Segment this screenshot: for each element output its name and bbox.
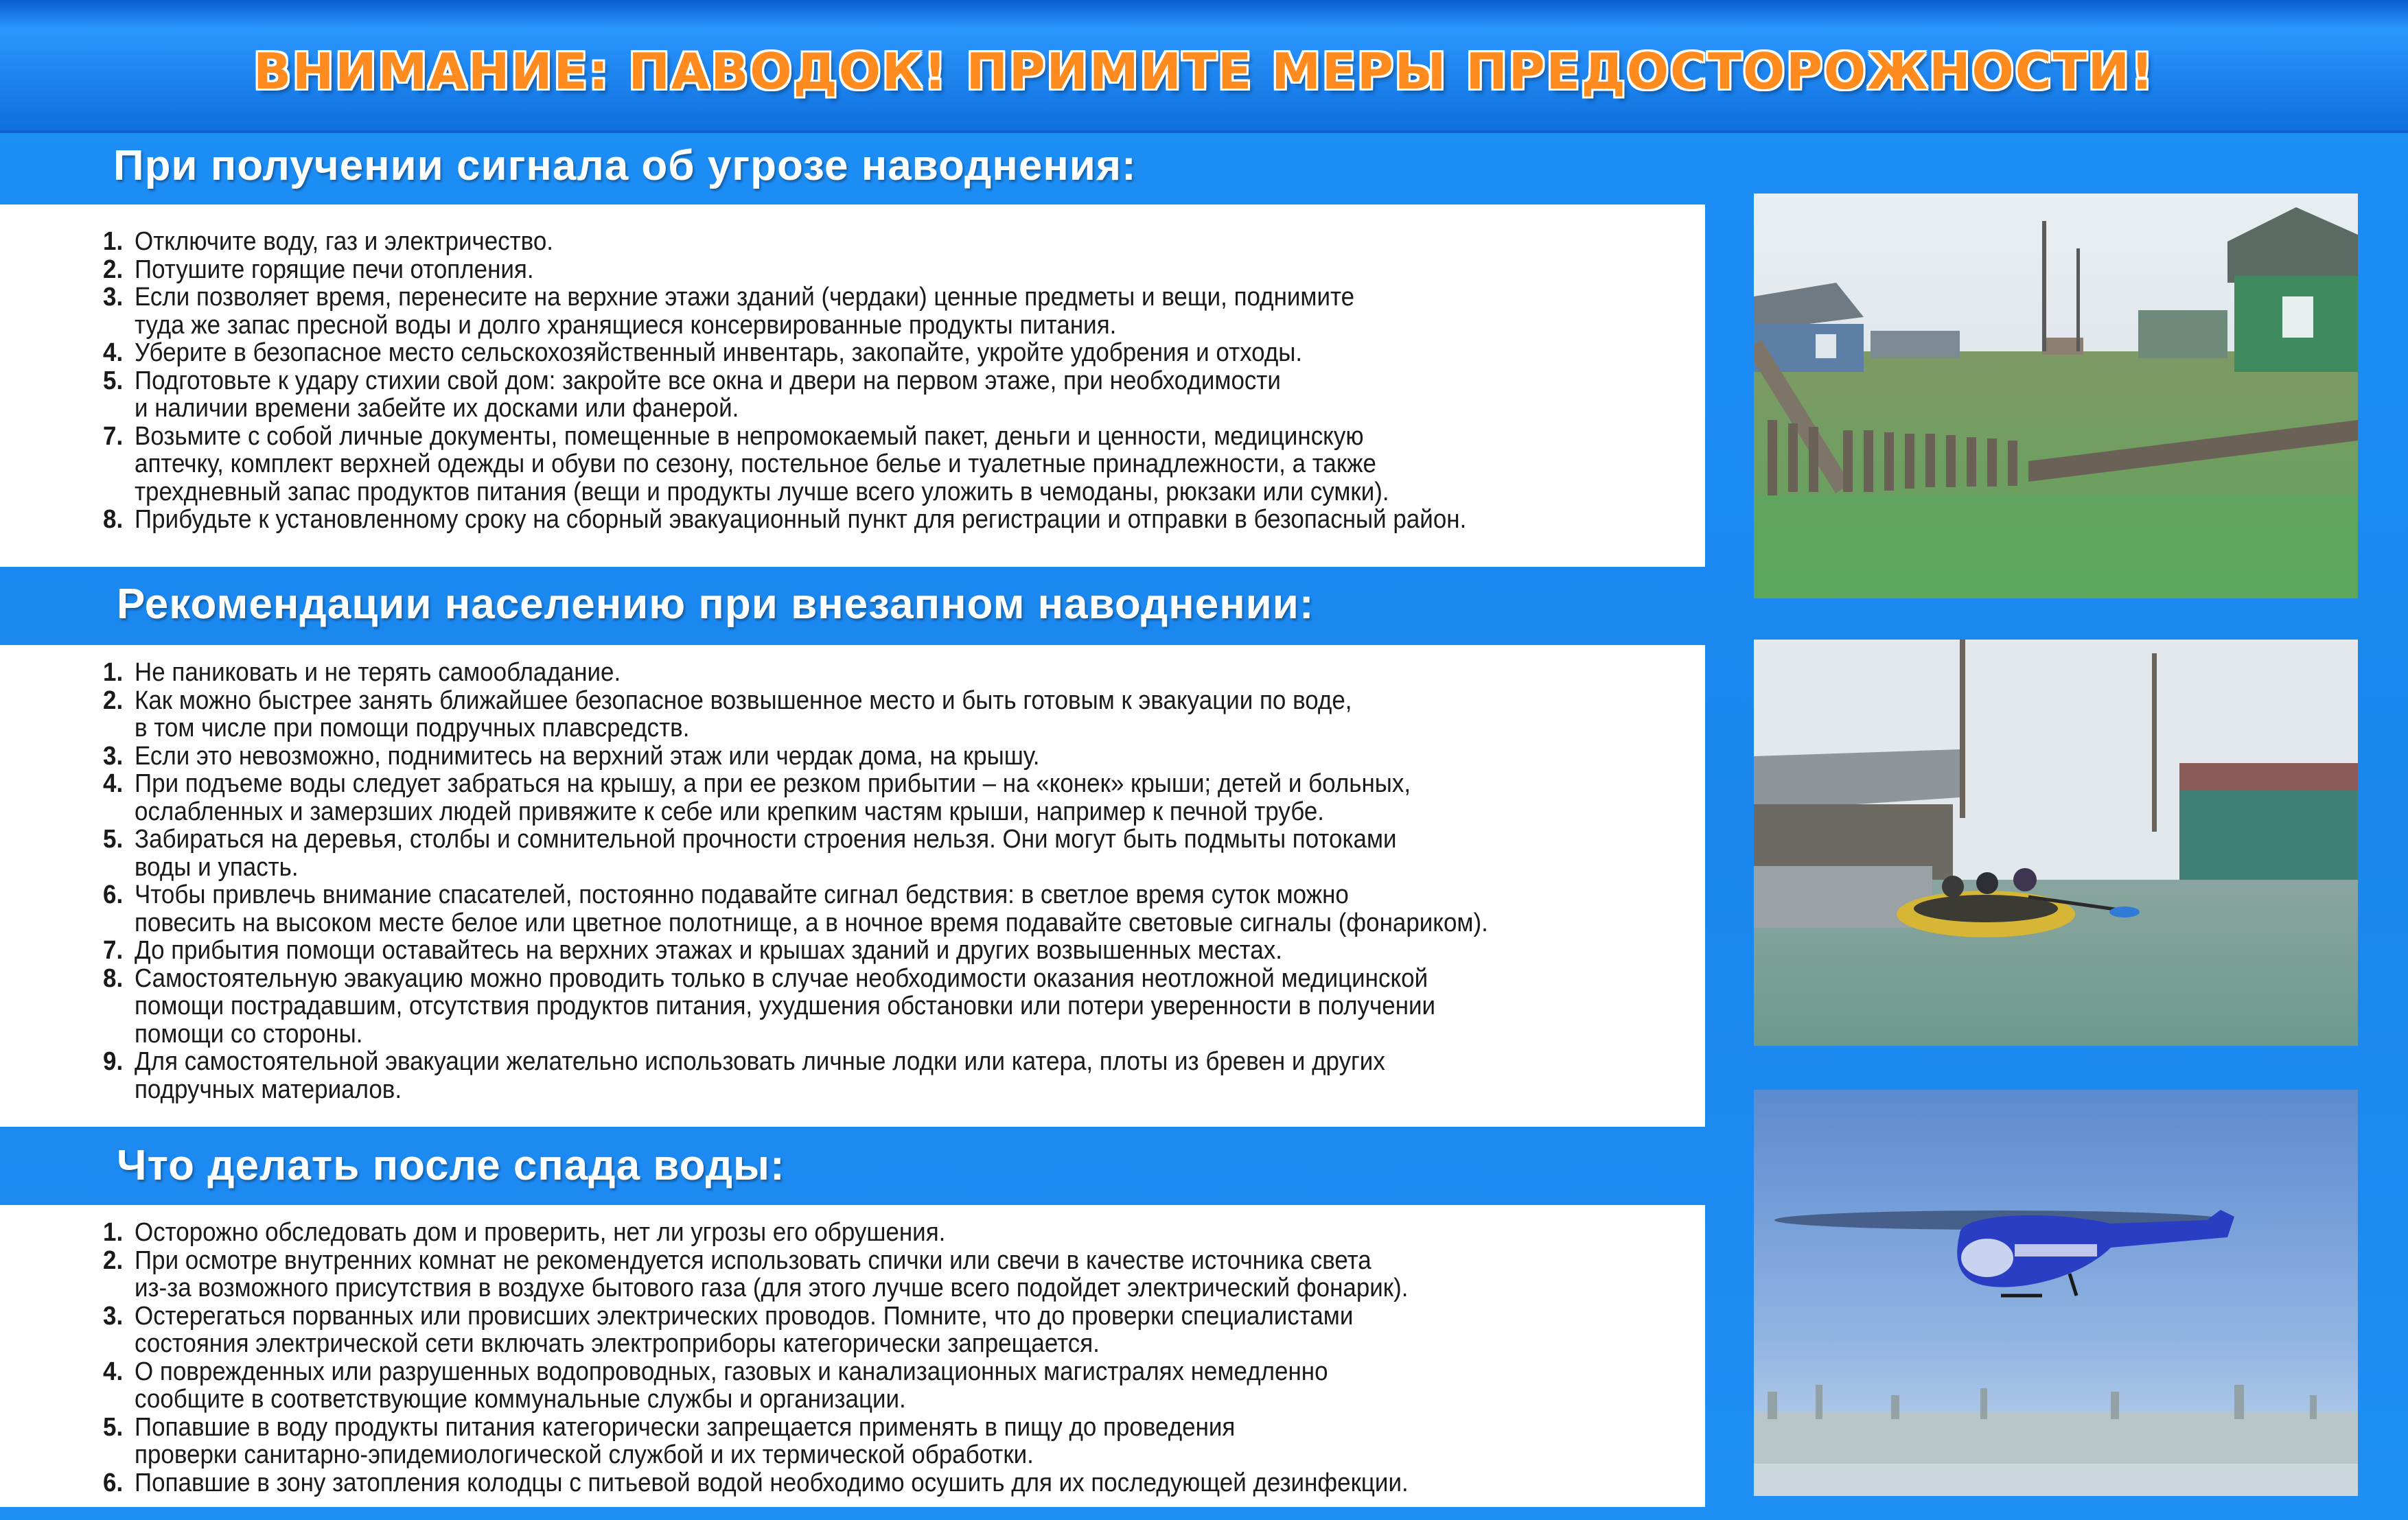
list-item-text: подручных материалов. <box>135 1075 402 1104</box>
flooded-village-photo <box>1754 194 2358 598</box>
list-item-number: 3. <box>103 1301 124 1331</box>
list-item <box>103 1247 1682 1302</box>
list-item <box>103 506 1682 534</box>
list-item-text: При осмотре внутренних комнат не рекомендуется использовать спички или свечи в качестве источника света <box>135 1246 1371 1275</box>
section-panel-sudden <box>0 645 1705 1127</box>
section-heading-after: Что делать после спада воды: <box>117 1142 785 1189</box>
list-item-number: 7. <box>103 936 124 965</box>
list-item <box>103 826 1682 881</box>
list-item-text: в том числе при помощи подручных плавсредств. <box>135 714 690 743</box>
list-item <box>103 1048 1682 1103</box>
list-item-number: 5. <box>103 825 124 854</box>
list-item-number: 6. <box>103 880 124 909</box>
list-item-number: 2. <box>103 255 124 284</box>
list-item-text: Попавшие в воду продукты питания категорически запрещается применять в пищу до проведения <box>135 1412 1236 1442</box>
list-item <box>103 1302 1682 1358</box>
list-item-text: Для самостоятельной эвакуации желательно использовать личные лодки или катера, плоты из бревен и других <box>135 1047 1385 1076</box>
list-item-text: Потушите горящие печи отопления. <box>135 255 534 284</box>
threat-list <box>103 228 1682 534</box>
helicopter-photo <box>1754 1090 2358 1496</box>
section-panel-after <box>0 1205 1705 1507</box>
list-item-text: Забираться на деревья, столбы и сомнительной прочности строения нельзя. Они могут быть подмыты потоками <box>135 825 1397 854</box>
list-item-text: помощи со стороны. <box>135 1019 363 1049</box>
list-item-text: О поврежденных или разрушенных водопроводных, газовых и канализационных магистралях немедленно <box>135 1357 1328 1386</box>
list-item-number: 6. <box>103 1468 124 1497</box>
list-item-text: ослабленных и замерзших людей привяжите к себе или крепким частям крыши, например к печной трубе. <box>135 797 1324 826</box>
list-item-text: состояния электрической сети включать электроприборы категорически запрещается. <box>135 1329 1100 1358</box>
list-item-text: проверки санитарно-эпидемиологической службой и их термической обработки. <box>135 1440 1034 1469</box>
section-heading-threat: При получении сигнала об угрозе наводнения: <box>113 142 1137 189</box>
list-item-number: 1. <box>103 1218 124 1247</box>
section-heading-sudden: Рекомендации населению при внезапном наводнении: <box>117 581 1315 628</box>
list-item-number: 2. <box>103 1246 124 1275</box>
rescue-boat-photo <box>1754 640 2358 1046</box>
list-item <box>103 1469 1682 1497</box>
list-item-number: 5. <box>103 366 124 395</box>
list-item-text: Попавшие в зону затопления колодцы с питьевой водой необходимо осушить для их последующей дезинфекции. <box>135 1468 1409 1497</box>
list-item <box>103 1414 1682 1469</box>
list-item-text: помощи пострадавшим, отсутствия продуктов питания, ухудшения обстановки или потери уверенности в получении <box>135 992 1436 1020</box>
list-item-number: 4. <box>103 338 124 367</box>
list-item-text: Осторожно обследовать дом и проверить, нет ли угрозы его обрушения. <box>135 1218 946 1247</box>
list-item-text: трехдневный запас продуктов питания (вещи и продукты лучше всего уложить в чемоданы, рюкзаки или сумки). <box>135 477 1389 506</box>
list-item-text: Чтобы привлечь внимание спасателей, постоянно подавайте сигнал бедствия: в светлое время суток можно <box>135 880 1349 909</box>
list-item-number: 4. <box>103 769 124 798</box>
list-item <box>103 1358 1682 1414</box>
list-item <box>103 228 1682 256</box>
list-item-number: 4. <box>103 1357 124 1386</box>
list-item-text: Самостоятельную эвакуацию можно проводить только в случае необходимости оказания неотложной медицинской <box>135 963 1428 993</box>
list-item-number: 3. <box>103 741 124 771</box>
list-item-text: Прибудьте к установленному сроку на сборный эвакуационный пункт для регистрации и отправки в безопасный район. <box>135 505 1467 534</box>
list-item-text: При подъеме воды следует забраться на крышу, а при ее резком прибытии – на «конек» крыши; детей и больных, <box>135 769 1411 798</box>
list-item <box>103 881 1682 937</box>
list-item-text: Как можно быстрее занять ближайшее безопасное возвышенное место и быть готовым к эвакуации по воде, <box>135 686 1352 715</box>
list-item <box>103 423 1682 506</box>
list-item-number: 2. <box>103 686 124 715</box>
list-item-number: 1. <box>103 227 124 256</box>
list-item-text: Уберите в безопасное место сельскохозяйственный инвентарь, закопайте, укройте удобрения и отходы. <box>135 338 1303 367</box>
list-item <box>103 256 1682 284</box>
list-item-text: Не паниковать и не терять самообладание. <box>135 658 621 687</box>
list-item-text: повесить на высоком месте белое или цветное полотнище, а в ночное время подавайте световые сигналы (фонариком). <box>135 908 1488 937</box>
list-item <box>103 687 1682 743</box>
list-item <box>103 1219 1682 1247</box>
list-item-text: Отключите воду, газ и электричество. <box>135 227 554 256</box>
list-item-number: 8. <box>103 505 124 534</box>
list-item-number: 1. <box>103 658 124 687</box>
page-title: ВНИМАНИЕ: ПАВОДОК! ПРИМИТЕ МЕРЫ ПРЕДОСТОРОЖНОСТИ! <box>253 43 2155 100</box>
list-item-number: 5. <box>103 1412 124 1442</box>
sudden-list <box>103 659 1682 1103</box>
list-item-text: воды и упасть. <box>135 852 299 882</box>
list-item <box>103 965 1682 1049</box>
list-item <box>103 367 1682 423</box>
list-item-number: 7. <box>103 421 124 451</box>
list-item-number: 8. <box>103 963 124 993</box>
list-item-text: Возьмите с собой личные документы, помещенные в непромокаемый пакет, деньги и ценности, медицинскую <box>135 421 1364 451</box>
list-item-text: До прибытия помощи оставайтесь на верхних этажах и крышах зданий и других возвышенных местах. <box>135 936 1282 965</box>
list-item-text: Подготовьте к удару стихии свой дом: закройте все окна и двери на первом этаже, при необходимости <box>135 366 1281 395</box>
list-item-number: 3. <box>103 283 124 312</box>
list-item <box>103 283 1682 339</box>
section-panel-threat <box>0 204 1705 567</box>
list-item-text: Если это невозможно, поднимитесь на верхний этаж или чердак дома, на крышу. <box>135 741 1040 771</box>
list-item <box>103 770 1682 826</box>
list-item-text: Остерегаться порванных или провисших электрических проводов. Помните, что до проверки специалистами <box>135 1301 1354 1331</box>
list-item-text: туда же запас пресной воды и долго хранящиеся консервированные продукты питания. <box>135 310 1117 340</box>
list-item-text: Если позволяет время, перенесите на верхние этажи зданий (чердаки) ценные предметы и вещи, поднимите <box>135 283 1355 312</box>
list-item-text: из-за возможного присутствия в воздухе бытового газа (для этого лучше всего подойдет электрический фонарик). <box>135 1274 1409 1302</box>
after-list <box>103 1219 1682 1497</box>
list-item <box>103 339 1682 367</box>
list-item <box>103 743 1682 771</box>
list-item <box>103 937 1682 965</box>
list-item-text: и наличии времени забейте их досками или фанерой. <box>135 394 739 423</box>
list-item <box>103 659 1682 687</box>
list-item-text: аптечку, комплект верхней одежды и обуви по сезону, постельное белье и туалетные принадлежности, а также <box>135 449 1376 478</box>
list-item-text: сообщите в соответствующие коммунальные службы и организации. <box>135 1385 906 1414</box>
list-item-number: 9. <box>103 1047 124 1076</box>
